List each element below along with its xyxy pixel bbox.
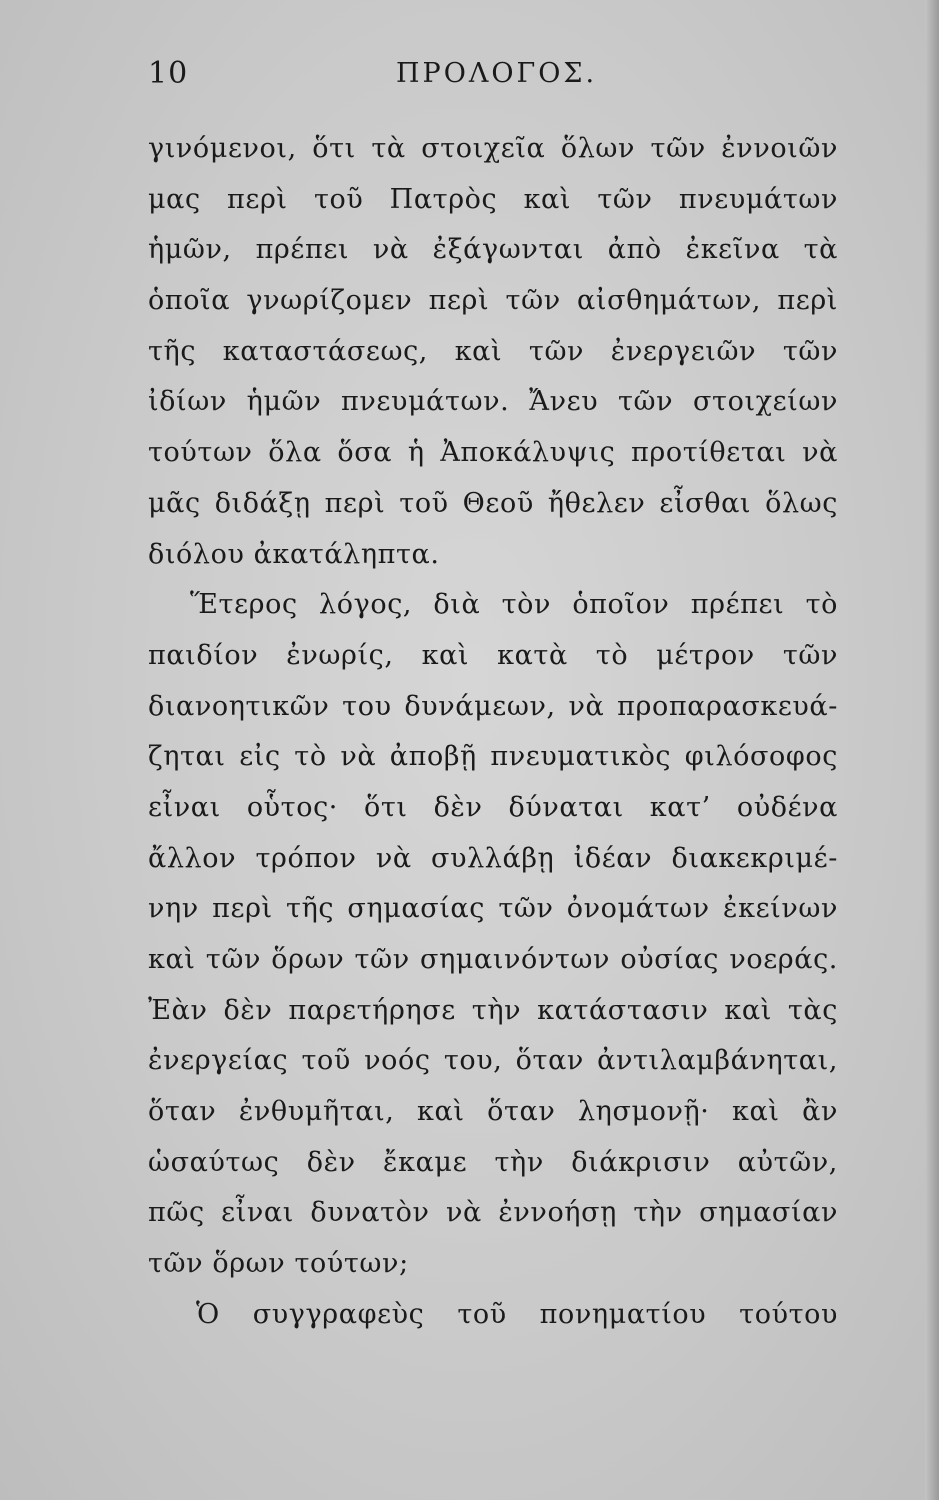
text-line: Ὁ συγγραφεὺς τοῦ πονηματίου τούτου: [196, 1298, 838, 1330]
text-line: Ἕτερος λόγος, διὰ τὸν ὁποῖον πρέπει τὸ: [190, 589, 838, 621]
body-text: [148, 124, 838, 1341]
text-line: ἄλλον τρόπον νὰ συλλάβῃ ἰδέαν διακεκριμέ-: [148, 842, 838, 874]
text-line: διανοητικῶν του δυνάμεων, νὰ προπαρασκευά-: [148, 690, 838, 722]
paragraph: [148, 1290, 838, 1341]
text-line: ὡσαύτως δὲν ἔκαμε τὴν διάκρισιν αὐτῶν,: [148, 1146, 838, 1178]
text-line: ἡμῶν, πρέπει νὰ ἐξάγωνται ἀπὸ ἐκεῖνα τὰ: [148, 234, 838, 266]
text-line: γινόμενοι, ὅτι τὰ στοιχεῖα ὅλων τῶν ἐννοιῶν: [148, 133, 838, 164]
text-line: διόλου ἀκατάληπτα.: [148, 538, 440, 570]
text-line: τῶν ὅρων τούτων;: [148, 1248, 409, 1280]
page-edge-shadow: [925, 0, 939, 1500]
page-number: 10: [148, 56, 189, 91]
text-line: ζηται εἰς τὸ νὰ ἀποβῇ πνευματικὸς φιλόσοφος: [148, 741, 838, 773]
text-line: τούτων ὅλα ὅσα ἡ Ἀποκάλυψις προτίθεται νὰ: [148, 437, 838, 469]
text-line: μᾶς διδάξῃ περὶ τοῦ Θεοῦ ἤθελεν εἶσθαι ὅλως: [148, 487, 838, 519]
text-line: τῆς καταστάσεως, καὶ τῶν ἐνεργειῶν τῶν: [148, 335, 838, 367]
text-line: ἰδίων ἡμῶν πνευμάτων. Ἄνευ τῶν στοιχείων: [148, 386, 838, 418]
page-header: [148, 56, 848, 106]
paragraph: [148, 580, 838, 1290]
text-line: παιδίον ἐνωρίς, καὶ κατὰ τὸ μέτρον τῶν: [148, 639, 838, 671]
text-line: καὶ τῶν ὅρων τῶν σημαινόντων οὐσίας νοεράς.: [148, 944, 838, 975]
running-title: ΠΡΟΛΟΓΟΣ.: [396, 58, 598, 89]
text-line: μας περὶ τοῦ Πατρὸς καὶ τῶν πνευμάτων: [148, 183, 838, 215]
text-line: εἶναι οὗτος· ὅτι δὲν δύναται κατ’ οὐδένα: [148, 791, 838, 823]
text-line: Ἐὰν δὲν παρετήρησε τὴν κατάστασιν καὶ τὰς: [148, 994, 838, 1026]
paragraph: [148, 124, 838, 580]
text-line: ὁποῖα γνωρίζομεν περὶ τῶν αἰσθημάτων, περὶ: [148, 285, 838, 317]
text-line: νην περὶ τῆς σημασίας τῶν ὀνομάτων ἐκείνων: [148, 893, 838, 925]
text-line: ἐνεργείας τοῦ νοός του, ὅταν ἀντιλαμβάνηται,: [148, 1045, 838, 1077]
text-line: ὅταν ἐνθυμῆται, καὶ ὅταν λησμονῇ· καὶ ἂν: [148, 1096, 838, 1128]
text-line: πῶς εἶναι δυνατὸν νὰ ἐννοήσῃ τὴν σημασίαν: [148, 1197, 838, 1229]
